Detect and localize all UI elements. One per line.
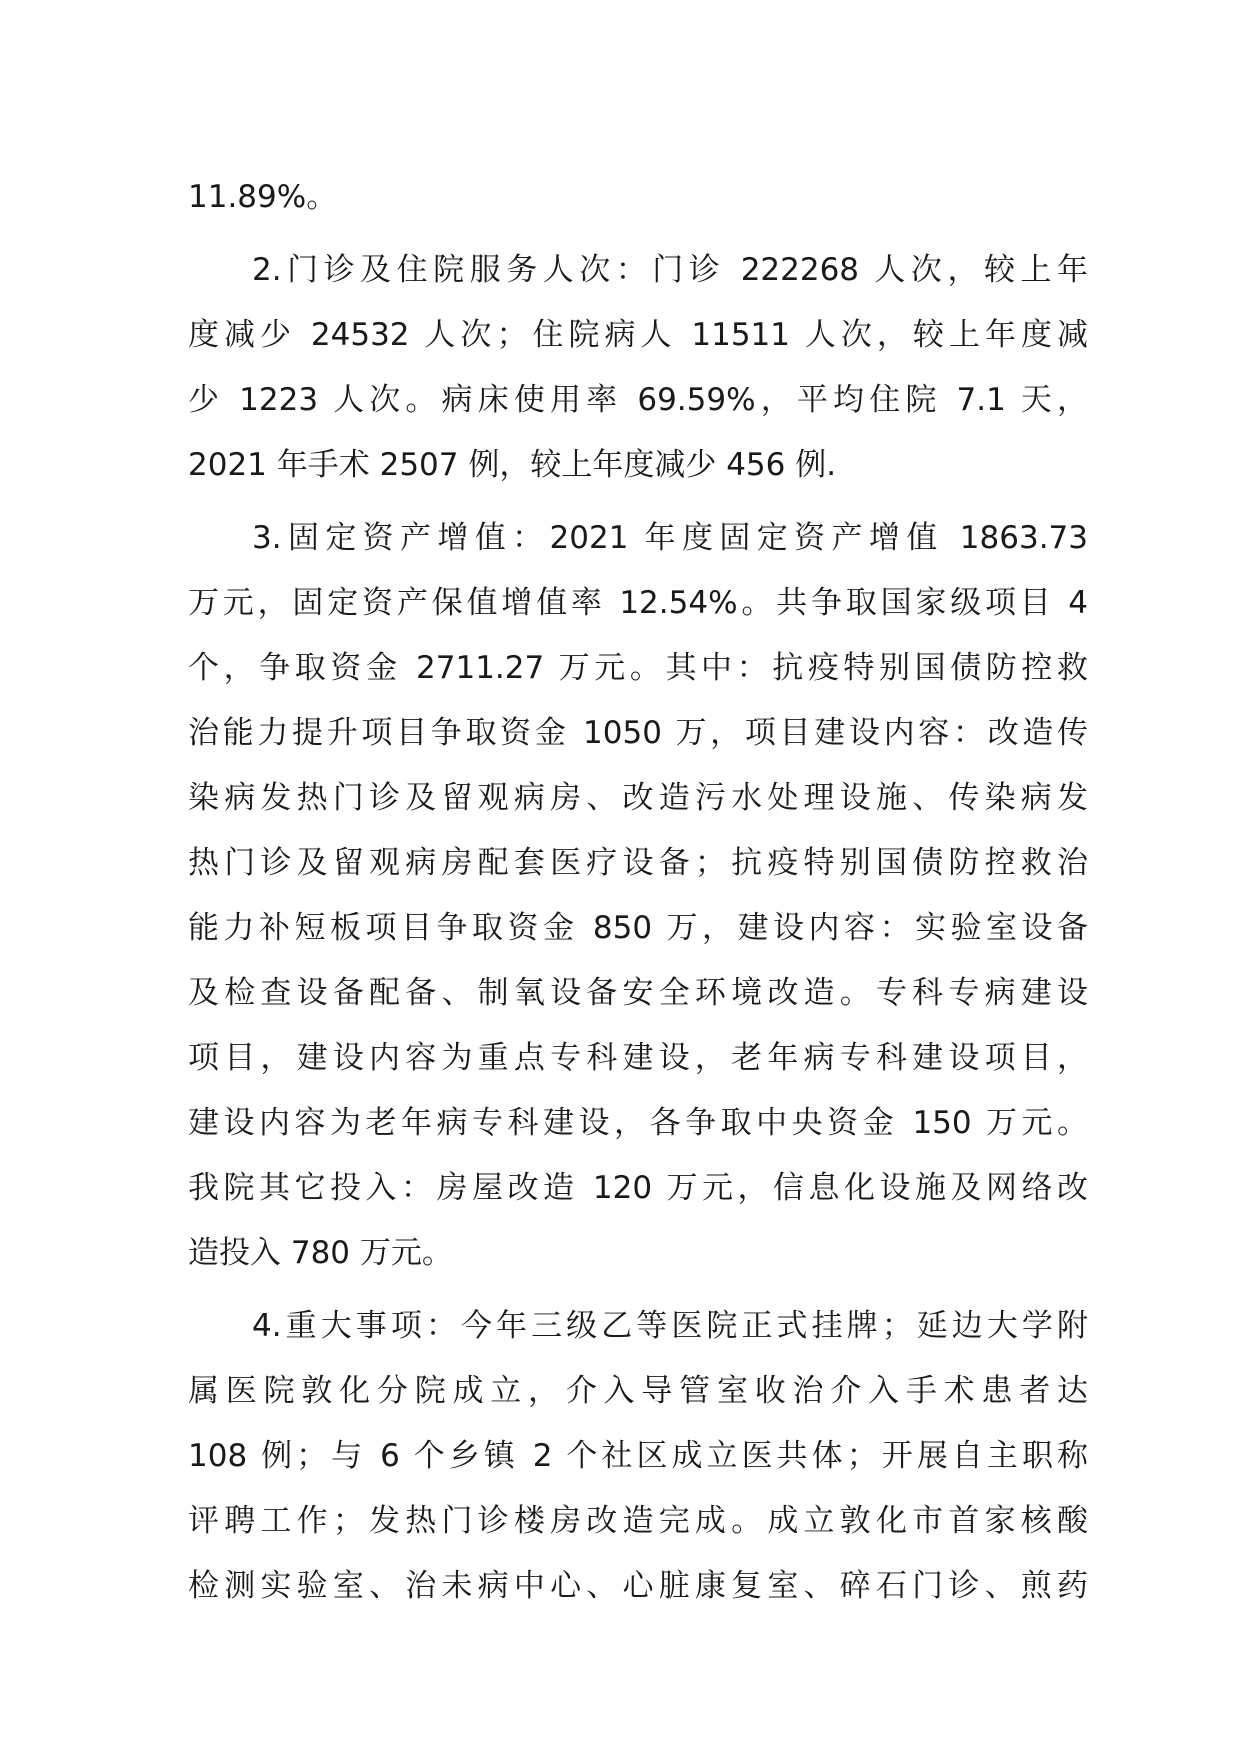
text-line: 造投入 780 万元。 <box>188 1235 453 1271</box>
text-line: 能力补短板项目争取资金 850 万，建设内容：实验室设备 <box>188 910 1088 946</box>
paragraph-continuation <box>188 165 1088 230</box>
text-line: 少 1223 人次。病床使用率 69.59%，平均住院 7.1 天， <box>188 382 1088 418</box>
document-page <box>188 165 1088 1619</box>
text-line: 我院其它投入：房屋改造 120 万元，信息化设施及网络改 <box>188 1170 1088 1206</box>
text-line: 项目，建设内容为重点专科建设，老年病专科建设项目， <box>188 1040 1088 1076</box>
text-line: 11.89%。 <box>188 179 338 215</box>
text-line: 热门诊及留观病房配套医疗设备；抗疫特别国债防控救治 <box>188 845 1088 881</box>
text-line: 2.门诊及住院服务人次：门诊 222268 人次，较上年 <box>252 252 1088 288</box>
paragraph-fixed-assets <box>188 506 1088 1286</box>
text-line: 个，争取资金 2711.27 万元。其中：抗疫特别国债防控救 <box>188 650 1088 686</box>
text-line: 及检查设备配备、制氧设备安全环境改造。专科专病建设 <box>188 975 1088 1011</box>
text-line: 4.重大事项：今年三级乙等医院正式挂牌；延边大学附 <box>252 1308 1088 1344</box>
text-line: 3.固定资产增值：2021 年度固定资产增值 1863.73 <box>252 520 1088 556</box>
text-line: 属医院敦化分院成立，介入导管室收治介入手术患者达 <box>188 1373 1088 1409</box>
paragraph-outpatient-inpatient <box>188 238 1088 498</box>
text-line: 染病发热门诊及留观病房、改造污水处理设施、传染病发 <box>188 780 1088 816</box>
text-line: 2021 年手术 2507 例，较上年度减少 456 例. <box>188 447 837 483</box>
text-line: 检测实验室、治未病中心、心脏康复室、碎石门诊、煎药 <box>188 1568 1088 1604</box>
text-line: 108 例；与 6 个乡镇 2 个社区成立医共体；开展自主职称 <box>188 1438 1088 1474</box>
text-line: 评聘工作；发热门诊楼房改造完成。成立敦化市首家核酸 <box>188 1503 1088 1539</box>
paragraph-major-events <box>188 1294 1088 1619</box>
text-line: 治能力提升项目争取资金 1050 万，项目建设内容：改造传 <box>188 715 1088 751</box>
text-line: 度减少 24532 人次；住院病人 11511 人次，较上年度减 <box>188 317 1088 353</box>
text-line: 万元，固定资产保值增值率 12.54%。共争取国家级项目 4 <box>188 585 1088 621</box>
text-line: 建设内容为老年病专科建设，各争取中央资金 150 万元。 <box>188 1105 1088 1141</box>
